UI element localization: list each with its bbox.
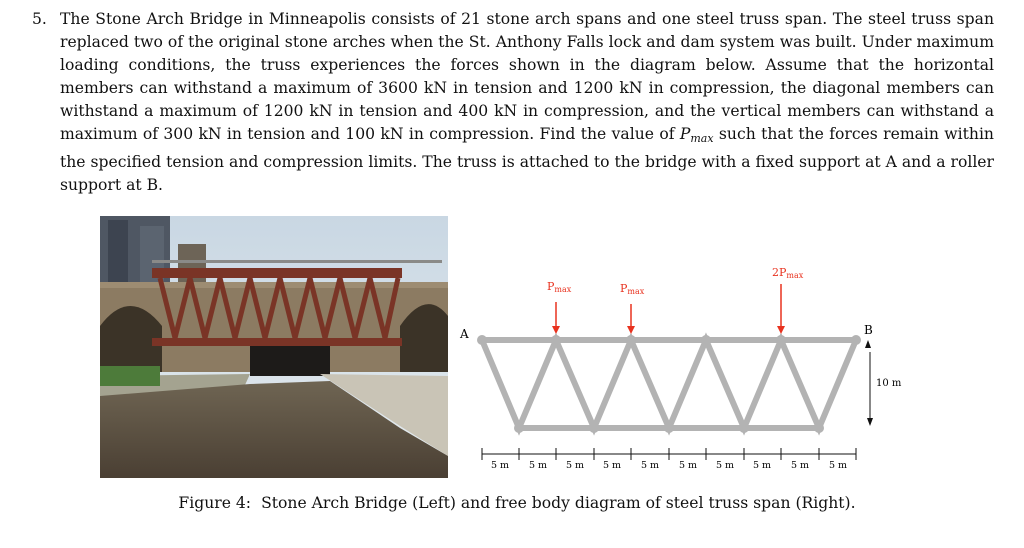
diagonal-members (482, 340, 856, 428)
svg-text:2Pmax: 2Pmax (772, 266, 804, 280)
span-label: 5 m (640, 460, 660, 471)
figure-caption (0, 494, 1024, 512)
problem-text-part-2: such that the forces remain within the specified tension and compression limits. The truss is attached to the bridge with a fixed support at A and a roller support at B. (60, 125, 994, 194)
load-3 (772, 266, 804, 334)
span-label: 5 m (678, 460, 698, 471)
pmax-symbol: $P_{max}$ (679, 125, 714, 146)
span-label: 5 m (790, 460, 810, 471)
svg-text:10 m: 10 m (876, 378, 902, 389)
span-label: 5 m (490, 460, 510, 471)
svg-text:Pmax: Pmax (620, 282, 645, 296)
span-label: 5 m (528, 460, 548, 471)
span-label: 5 m (828, 460, 848, 471)
support-a-label: A (460, 327, 469, 341)
span-dimensions (482, 448, 856, 471)
problem-statement (32, 8, 994, 197)
load-1 (547, 280, 572, 334)
height-dimension (867, 352, 902, 426)
support-b-arrow (865, 340, 871, 348)
span-label: 5 m (565, 460, 585, 471)
caption-text: Stone Arch Bridge (Left) and free body diagram of steel truss span (Right). (261, 494, 856, 512)
problem-number: 5. (32, 10, 47, 28)
problem-text-part-1: The Stone Arch Bridge in Minneapolis consists of 21 stone arch spans and one steel truss span. The steel truss span replaced two of the original stone arches when the St. Anthony Falls lock and dam system was built. Under maximum loading conditions, the truss experiences the forces shown in the diagram below. Assume that the horizontal members can withstand a maximum of 3600 kN in tension and 1200 kN in compression, the diagonal members can withstand a maximum of 1200 kN in tension and 400 kN in compression, and the vertical members can withstand a maximum of 300 kN in tension and 100 kN in compression. Find the value of (60, 10, 994, 144)
bridge-photo (100, 216, 448, 478)
problem-text (60, 8, 994, 197)
truss-members (482, 340, 856, 428)
span-label: 5 m (715, 460, 735, 471)
span-label: 5 m (752, 460, 772, 471)
support-b-label: B (864, 323, 873, 337)
svg-text:Pmax: Pmax (547, 280, 572, 294)
load-2 (620, 282, 645, 334)
caption-label: Figure 4: (178, 494, 252, 512)
span-label: 5 m (602, 460, 622, 471)
truss-diagram (452, 262, 912, 484)
